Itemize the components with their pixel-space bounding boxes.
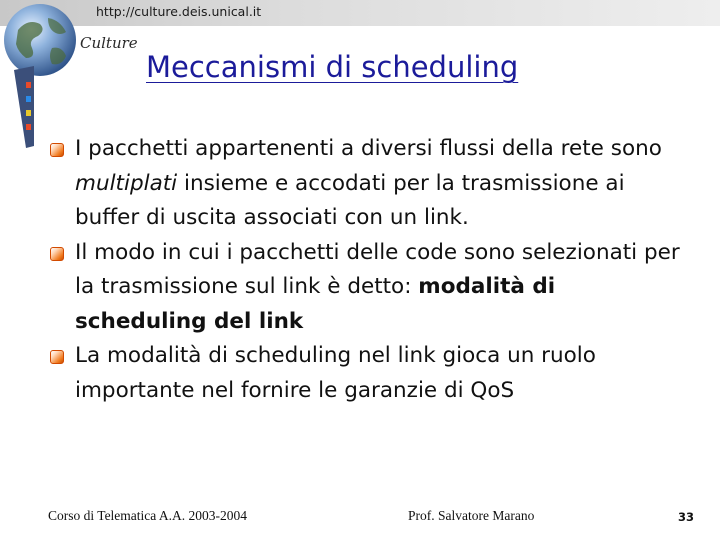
checkbox-bullet-icon xyxy=(50,350,64,364)
bullet-text: I pacchetti appartenenti a diversi flussi della rete sono xyxy=(75,136,662,161)
culture-logo xyxy=(0,0,140,150)
header-url[interactable]: http://culture.deis.unical.it xyxy=(96,4,262,19)
bullet-text: La modalità di scheduling nel link gioca un ruolo importante nel fornire le garanzie di QoS xyxy=(75,343,596,403)
bullet-item xyxy=(50,339,690,408)
footer-author: Prof. Salvatore Marano xyxy=(408,508,535,523)
logo-text: Culture xyxy=(80,34,138,52)
globe-icon xyxy=(4,4,76,76)
checkbox-bullet-icon xyxy=(50,247,64,261)
bullet-item xyxy=(50,132,690,236)
bullet-item xyxy=(50,236,690,340)
bullet-emphasis: multiplati xyxy=(75,170,178,196)
checkbox-bullet-icon xyxy=(50,143,64,157)
bullet-strong: modalità di scheduling del link xyxy=(75,274,556,334)
bullet-list xyxy=(50,132,690,408)
slide-title: Meccanismi di scheduling xyxy=(146,50,519,84)
footer-course: Corso di Telematica A.A. 2003-2004 xyxy=(48,508,248,523)
bullet-text: Il modo in cui i pacchetti delle code sono selezionati per la trasmissione sul link è detto: xyxy=(75,239,680,299)
bullet-text: insieme e accodati per la trasmissione ai buffer di uscita associati con un link. xyxy=(75,170,625,230)
page-number: 33 xyxy=(677,510,694,524)
film-strip-icon xyxy=(14,66,34,148)
